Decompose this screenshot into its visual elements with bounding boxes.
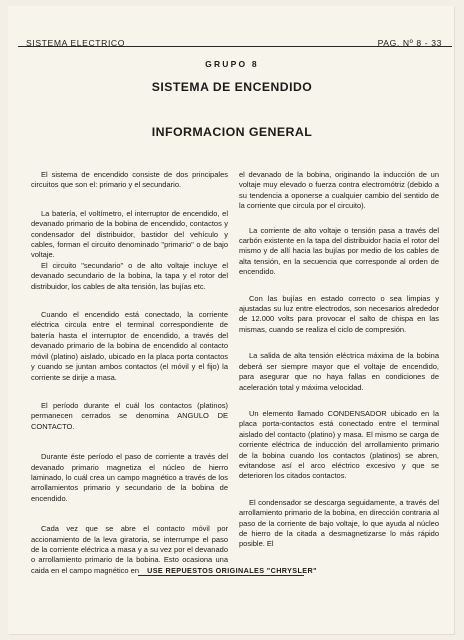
page-header — [18, 30, 446, 48]
paragraph: Cada vez que se abre el contacto móvil por accionamiento de la leva giratoria, se interrumpe el paso de la corriente eléctrica a masa y a su vez por el devanado o arrollamiento primario de la bobina. Esto ocasiona una caida en el campo magnético en — [31, 524, 228, 575]
page-number: PAG. Nº 8 - 33 — [377, 38, 442, 48]
right-column — [239, 170, 439, 550]
paragraph: El condensador se descarga seguidamente, a través del arrollamiento primario de la bobina, en dirección contraria al paso de la corriente de bajo voltaje, lo que ayuda al núcleo de hierro de la citada a desmagnetizarse lo más rápido posible. El — [239, 497, 439, 549]
paragraph: La salida de alta tensión eléctrica máxima de la bobina deberá ser siempre mayor que el voltaje de encendido, para asegurar que no haya fallas en condiciones de aceleración total y máxima velocidad. — [239, 351, 439, 392]
paragraph: Durante éste período el paso de corriente a través del devanado primario magnetiza el núcleo de hierro laminado, lo cuál crea un campo magnético a través de los arrollamientos primario y secundario de la bobina de encendido. — [31, 452, 228, 503]
left-column — [31, 170, 228, 576]
paragraph: El sistema de encendido consiste de dos principales circuitos que son el: primario y el secundario. — [31, 170, 228, 190]
paragraph: El circuito "secundario" o de alto voltaje incluye el devanado secundario de la bobina, la tapa y el rotor del distribuidor, los cables de alta tensión, las bujías etc. — [31, 260, 228, 291]
section-heading: INFORMACION GENERAL — [151, 125, 313, 139]
paragraph: Un elemento llamado CONDENSADOR ubicado en la placa porta-contactos está conectado entre el terminal aislado del contacto (platino) y masa. El mismo se carga de corriente eléctrica de inducción del arrollamiento primario de la bobina cuando los contactos (platinos) se abren, evitandose así el arco eléctrico excesivo y que se deterioren los citados contactos. — [239, 408, 439, 481]
footer-note: USE REPUESTOS ORIGINALES "CHRYSLER" — [147, 566, 317, 575]
footer-underline — [138, 575, 304, 576]
paragraph: Con las bujías en estado correcto o sea limpias y ajustadas su luz entre electrodos, son necesarios alrededor de 12.000 volts para provocar el salto de chispa en las mismas, cuando se realiza el ciclo de compresión. — [239, 293, 439, 334]
paragraph: el devanado de la bobina, originando la inducción de un voltaje muy elevado o fuerza contra electromótriz (debido a su tendencia a oponerse a cualquier cambio del sentido de la corriente que circula por el circuito). — [239, 170, 439, 211]
header-divider — [18, 46, 452, 47]
paragraph: El período durante el cuál los contactos (platinos) permanecen cerrados se denomina ANGULO DE CONTACTO. — [31, 400, 228, 431]
paragraph: La batería, el voltímetro, el interruptor de encendido, el devanado primario de la bobina de encendido, contactos y condensador del distribuidor, bastidor del vehículo y cables, forman el circuito denominado "primario" o de bajo voltaje. — [31, 208, 228, 260]
group-label: GRUPO 8 — [205, 59, 259, 69]
paragraph: Cuando el encendido está conectado, la corriente eléctrica circula entre el terminal correspondiente de batería hasta el interruptor de encendido, a través del devanado primario de la bobina de encendido al contacto móvil (platino) aislado, ubicado en la placa porta contactos y cuando se juntan ambos contactos (el móvil y el fijo) la corriente se dirije a masa. — [31, 310, 228, 382]
paragraph: La corriente de alto voltaje o tensión pasa a través del carbón existente en la tapa del distribuidor hacia el rotor del mismo y de allí hacia las bujías por medio de los cables de alta tensión, en la secuencia que corresponde al orden de encendido. — [239, 225, 439, 277]
page-title: SISTEMA DE ENCENDIDO — [151, 80, 313, 94]
section-name: SISTEMA ELECTRICO — [26, 38, 126, 48]
